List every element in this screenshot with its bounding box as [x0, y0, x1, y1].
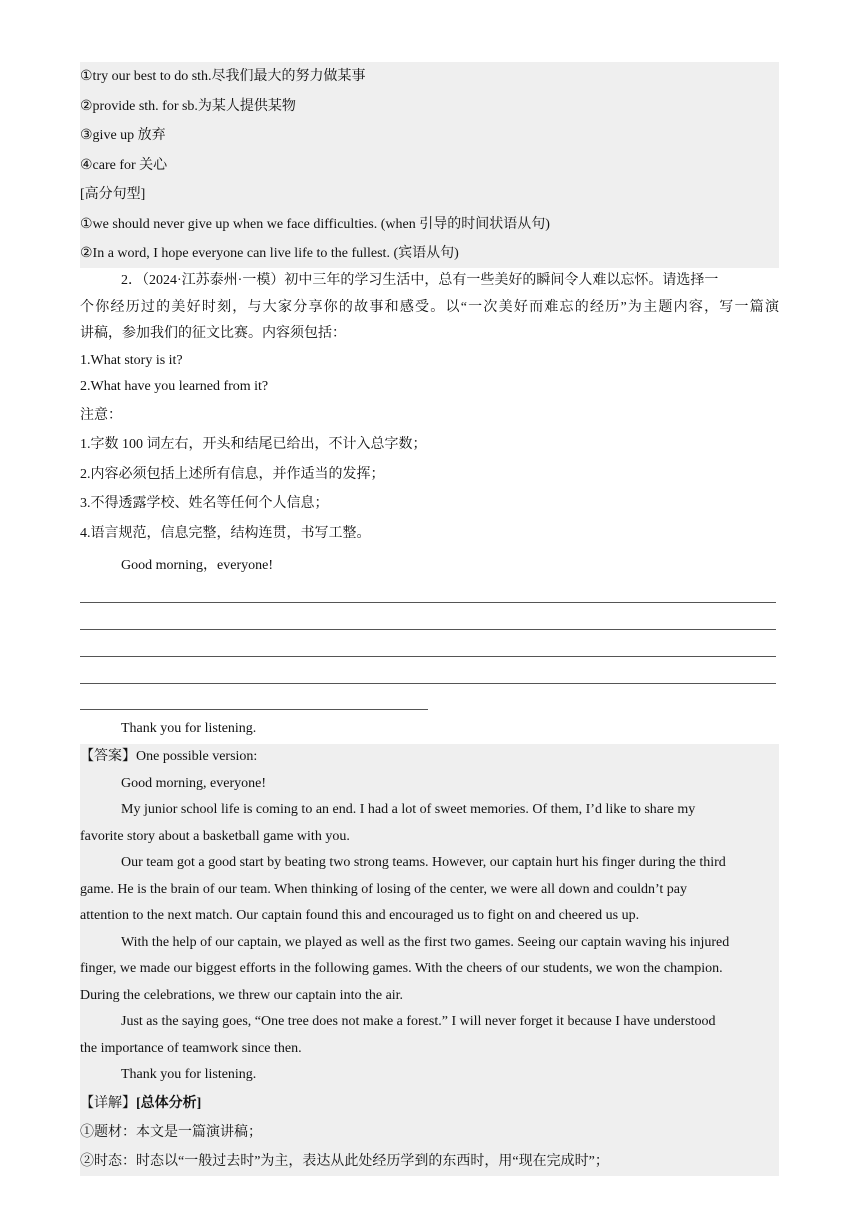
note-item: 4.语言规范，信息完整，结构连贯，书写工整。	[80, 525, 371, 541]
answer-line: the importance of teamwork since then.	[80, 1040, 302, 1056]
answer-closing: Thank you for listening.	[121, 1067, 257, 1082]
analysis-item: ①题材：本文是一篇演讲稿；	[80, 1124, 262, 1140]
note-item: 2.内容必须包括上述所有信息，并作适当的发挥；	[80, 466, 385, 482]
closing-line: Thank you for listening.	[121, 721, 257, 736]
answer-line: My junior school life is coming to an end. I had a lot of sweet memories. Of them, I’d like to share my	[121, 802, 696, 817]
answer-box	[80, 744, 779, 1176]
task-line: 个你经历过的美好时刻，与大家分享你的故事和感受。以“一次美好而难忘的经历”为主题内容，写一篇演	[80, 299, 779, 315]
phrases-box	[80, 62, 779, 268]
answer-line: game. He is the brain of our team. When thinking of losing of the center, we were all down and couldn’t pay	[80, 881, 687, 897]
writing-line	[80, 683, 776, 684]
answer-line: attention to the next match. Our captain found this and encouraged us to fight on and cheered us up.	[80, 908, 640, 923]
answer-line: With the help of our captain, we played as well as the first two games. Seeing our captain waving his injured	[121, 934, 730, 950]
answer-label: 【答案】	[80, 749, 136, 764]
writing-line	[80, 709, 428, 710]
note-item: 3.不得透露学校、姓名等任何个人信息；	[80, 496, 329, 511]
phrase-item: ④care for 关心	[80, 157, 168, 173]
phrase-item: ②provide sth. for sb.为某人提供某物	[80, 98, 296, 114]
task-prompt	[80, 268, 779, 581]
analysis-header	[80, 1089, 779, 1118]
answer-line: During the celebrations, we threw our captain into the air.	[80, 987, 404, 1003]
sentence-item: ①we should never give up when we face difficulties. (when 引导的时间状语从句)	[80, 216, 550, 232]
answer-intro: One possible version:	[136, 749, 258, 764]
closing-area	[80, 716, 779, 743]
note-item: 1.字数 100 词左右，开头和结尾已给出，不计入总字数；	[80, 437, 427, 452]
writing-line	[80, 656, 776, 657]
sentence-item: ②In a word, I hope everyone can live life to the fullest. (宾语从句)	[80, 246, 459, 261]
task-point: 2.What have you learned from it?	[80, 379, 269, 394]
task-line: 讲稿，参加我们的征文比赛。内容须包括：	[80, 326, 346, 341]
task-point: 1.What story is it?	[80, 352, 183, 368]
phrase-item: ③give up 放弃	[80, 128, 166, 143]
answer-line: finger, we made our biggest efforts in the following games. With the cheers of our students, we won the champion.	[80, 961, 723, 976]
writing-line	[80, 602, 776, 603]
analysis-heading: [总体分析]	[136, 1095, 202, 1111]
answer-greeting: Good morning, everyone!	[121, 775, 267, 791]
opening-line: Good morning，everyone!	[121, 558, 274, 573]
analysis-label: 【详解】	[80, 1095, 136, 1111]
answer-line: Just as the saying goes, “One tree does not make a forest.” I will never forget it because I have understood	[121, 1014, 716, 1029]
answer-line: favorite story about a basketball game with you.	[80, 828, 350, 844]
sentence-heading: [高分句型]	[80, 187, 146, 202]
answer-line: Our team got a good start by beating two strong teams. However, our captain hurt his finger during the third	[121, 855, 726, 870]
phrase-item: ①try our best to do sth.尽我们最大的努力做某事	[80, 69, 366, 84]
writing-line	[80, 629, 776, 630]
task-line: 2．（2024·江苏泰州·一模）初中三年的学习生活中，总有一些美好的瞬间令人难以忘怀。请选择一	[121, 273, 719, 288]
answer-header	[80, 744, 779, 771]
analysis-item: ②时态：时态以“一般过去时”为主，表达从此处经历学到的东西时，用“现在完成时”；	[80, 1154, 609, 1169]
notes-label: 注意：	[80, 407, 122, 423]
